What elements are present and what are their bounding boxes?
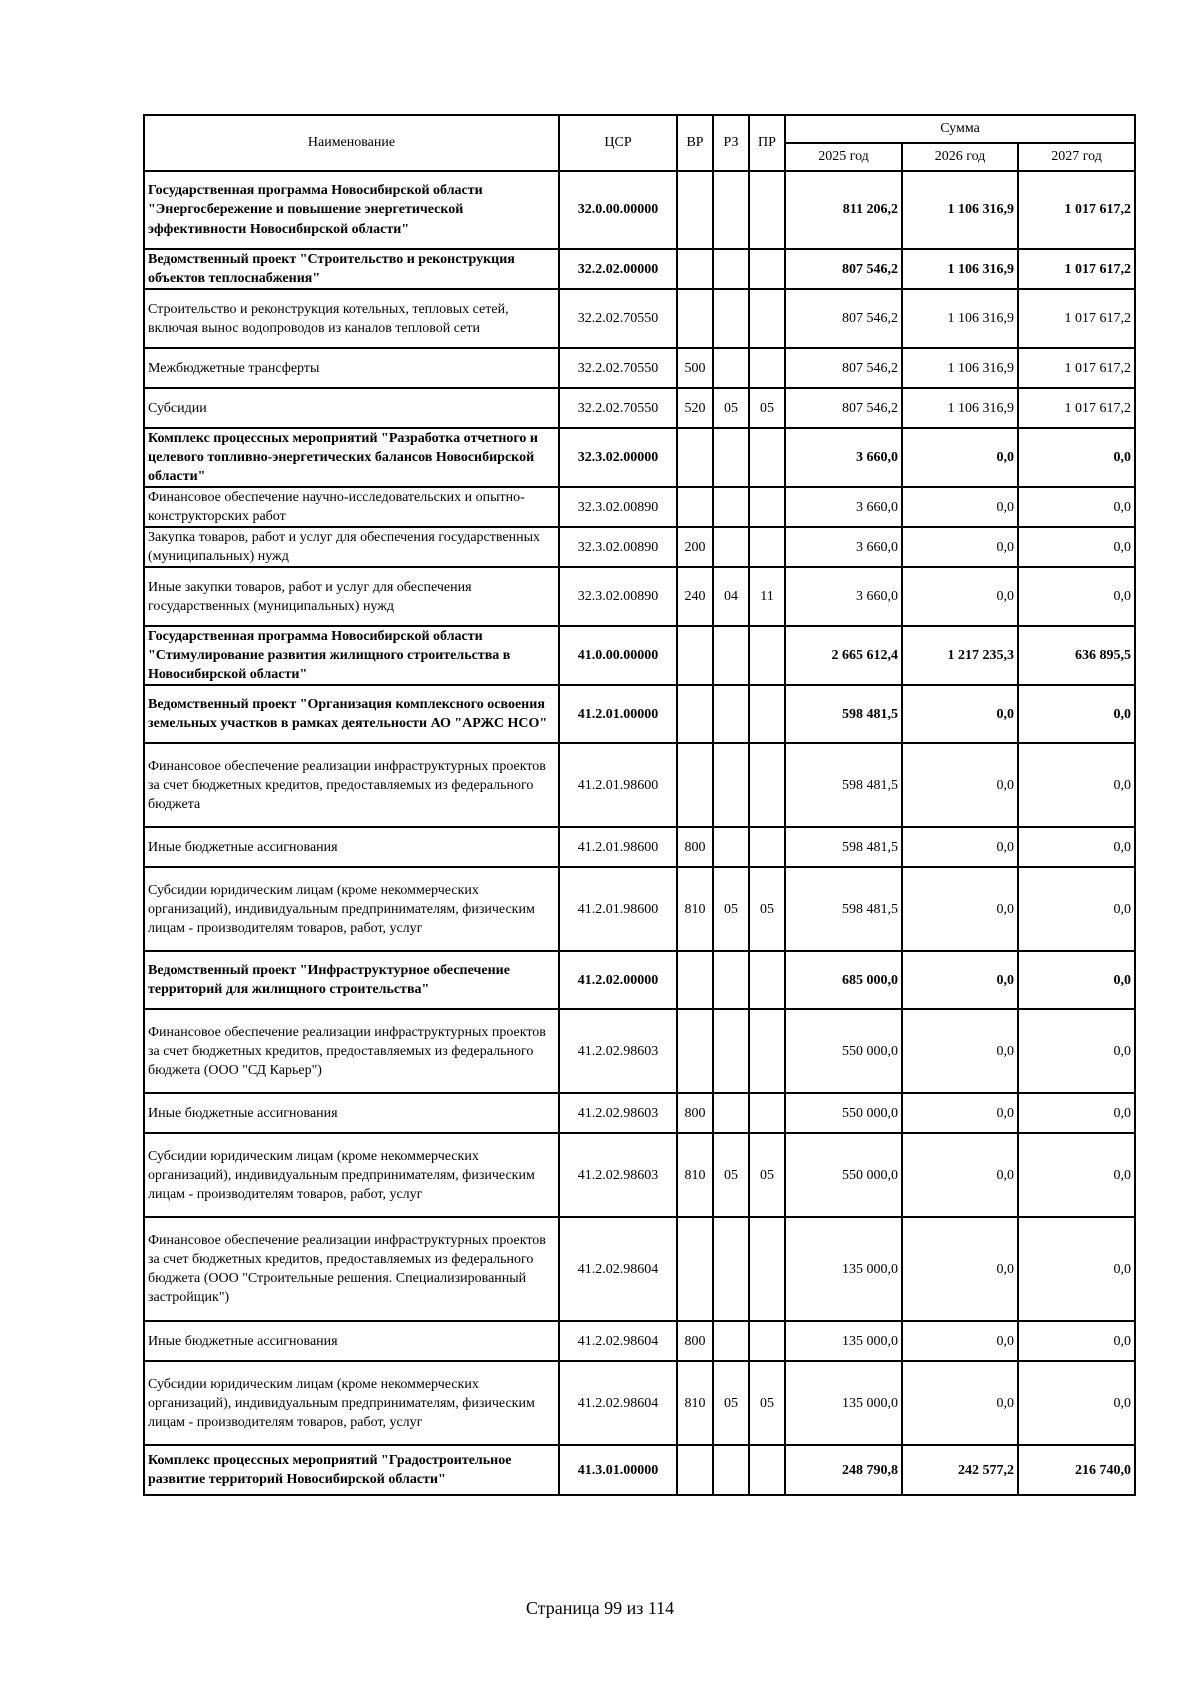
row-name-cell: Комплекс процессных мероприятий "Разработка отчетного и целевого топливно-энергетических балансов Новосибирской области" bbox=[144, 428, 559, 487]
row-rz-cell bbox=[713, 428, 749, 487]
row-sum-2027-cell: 0,0 bbox=[1018, 1093, 1135, 1133]
table-row bbox=[144, 1361, 1135, 1445]
row-rz-cell bbox=[713, 289, 749, 348]
row-sum-2027-cell: 0,0 bbox=[1018, 951, 1135, 1009]
header-year-2025: 2025 год bbox=[785, 143, 902, 171]
table-row bbox=[144, 567, 1135, 626]
table-row bbox=[144, 685, 1135, 743]
table-row bbox=[144, 1321, 1135, 1361]
table-row bbox=[144, 487, 1135, 527]
row-sum-2026-cell: 0,0 bbox=[902, 951, 1018, 1009]
row-rz-cell: 05 bbox=[713, 867, 749, 951]
header-rz: РЗ bbox=[713, 115, 749, 171]
row-name-cell: Иные бюджетные ассигнования bbox=[144, 827, 559, 867]
row-rz-cell bbox=[713, 743, 749, 827]
row-rz-cell bbox=[713, 1009, 749, 1093]
row-rz-cell bbox=[713, 827, 749, 867]
row-sum-2027-cell: 0,0 bbox=[1018, 1133, 1135, 1217]
row-sum-2026-cell: 1 106 316,9 bbox=[902, 289, 1018, 348]
row-name-cell: Субсидии юридическим лицам (кроме некоммерческих организаций), индивидуальным предпринимателям, физическим лицам - производителям товаров, работ, услуг bbox=[144, 1133, 559, 1217]
row-sum-2027-cell: 0,0 bbox=[1018, 487, 1135, 527]
row-sum-2026-cell: 0,0 bbox=[902, 1133, 1018, 1217]
row-sum-2027-cell: 1 017 617,2 bbox=[1018, 348, 1135, 388]
table-row bbox=[144, 171, 1135, 249]
row-sum-2027-cell: 0,0 bbox=[1018, 1217, 1135, 1321]
table-row bbox=[144, 249, 1135, 289]
row-vr-cell: 810 bbox=[677, 1361, 713, 1445]
row-sum-2026-cell: 0,0 bbox=[902, 567, 1018, 626]
budget-table bbox=[143, 114, 1136, 1496]
row-sum-2025-cell: 807 546,2 bbox=[785, 388, 902, 428]
row-name-cell: Финансовое обеспечение реализации инфраструктурных проектов за счет бюджетных кредитов, предоставляемых из федерального бюджета (ООО "СД Карьер") bbox=[144, 1009, 559, 1093]
row-rz-cell bbox=[713, 685, 749, 743]
table-row bbox=[144, 626, 1135, 685]
row-pr-cell bbox=[749, 487, 785, 527]
row-vr-cell bbox=[677, 171, 713, 249]
row-name-cell: Строительство и реконструкция котельных, тепловых сетей, включая вынос водопроводов из каналов тепловой сети bbox=[144, 289, 559, 348]
row-sum-2027-cell: 0,0 bbox=[1018, 1321, 1135, 1361]
row-name-cell: Ведомственный проект "Строительство и реконструкция объектов теплоснабжения" bbox=[144, 249, 559, 289]
table-row bbox=[144, 1445, 1135, 1495]
row-sum-2026-cell: 242 577,2 bbox=[902, 1445, 1018, 1495]
row-pr-cell: 05 bbox=[749, 1133, 785, 1217]
row-pr-cell bbox=[749, 249, 785, 289]
row-vr-cell bbox=[677, 626, 713, 685]
row-vr-cell bbox=[677, 289, 713, 348]
row-csr-cell: 41.2.02.98603 bbox=[559, 1093, 677, 1133]
row-csr-cell: 32.3.02.00000 bbox=[559, 428, 677, 487]
row-sum-2026-cell: 0,0 bbox=[902, 1093, 1018, 1133]
row-vr-cell: 810 bbox=[677, 1133, 713, 1217]
row-pr-cell bbox=[749, 1217, 785, 1321]
row-sum-2027-cell: 0,0 bbox=[1018, 827, 1135, 867]
row-name-cell: Ведомственный проект "Инфраструктурное обеспечение территорий для жилищного строительства" bbox=[144, 951, 559, 1009]
row-sum-2026-cell: 0,0 bbox=[902, 867, 1018, 951]
row-vr-cell bbox=[677, 743, 713, 827]
row-csr-cell: 41.2.02.98603 bbox=[559, 1133, 677, 1217]
row-rz-cell bbox=[713, 626, 749, 685]
row-sum-2026-cell: 0,0 bbox=[902, 1217, 1018, 1321]
row-sum-2027-cell: 1 017 617,2 bbox=[1018, 289, 1135, 348]
row-rz-cell bbox=[713, 1217, 749, 1321]
row-pr-cell: 05 bbox=[749, 388, 785, 428]
row-csr-cell: 41.2.01.98600 bbox=[559, 827, 677, 867]
row-csr-cell: 41.2.01.00000 bbox=[559, 685, 677, 743]
row-sum-2025-cell: 550 000,0 bbox=[785, 1133, 902, 1217]
row-sum-2026-cell: 1 106 316,9 bbox=[902, 249, 1018, 289]
row-sum-2025-cell: 598 481,5 bbox=[785, 685, 902, 743]
row-rz-cell: 05 bbox=[713, 1133, 749, 1217]
table-row bbox=[144, 1217, 1135, 1321]
row-sum-2025-cell: 3 660,0 bbox=[785, 567, 902, 626]
row-name-cell: Иные бюджетные ассигнования bbox=[144, 1321, 559, 1361]
row-vr-cell: 810 bbox=[677, 867, 713, 951]
table-row bbox=[144, 827, 1135, 867]
row-sum-2026-cell: 0,0 bbox=[902, 1321, 1018, 1361]
row-name-cell: Финансовое обеспечение научно-исследовательских и опытно-конструкторских работ bbox=[144, 487, 559, 527]
row-csr-cell: 32.3.02.00890 bbox=[559, 567, 677, 626]
row-pr-cell: 05 bbox=[749, 867, 785, 951]
row-name-cell: Закупка товаров, работ и услуг для обеспечения государственных (муниципальных) нужд bbox=[144, 527, 559, 567]
row-pr-cell bbox=[749, 951, 785, 1009]
row-name-cell: Субсидии юридическим лицам (кроме некоммерческих организаций), индивидуальным предпринимателям, физическим лицам - производителям товаров, работ, услуг bbox=[144, 1361, 559, 1445]
row-sum-2026-cell: 1 106 316,9 bbox=[902, 388, 1018, 428]
table-row bbox=[144, 743, 1135, 827]
table-row bbox=[144, 951, 1135, 1009]
row-csr-cell: 32.2.02.00000 bbox=[559, 249, 677, 289]
row-sum-2027-cell: 1 017 617,2 bbox=[1018, 388, 1135, 428]
row-rz-cell bbox=[713, 171, 749, 249]
table-row bbox=[144, 348, 1135, 388]
table-row bbox=[144, 1133, 1135, 1217]
table-row bbox=[144, 428, 1135, 487]
row-pr-cell bbox=[749, 171, 785, 249]
header-year-2027: 2027 год bbox=[1018, 143, 1135, 171]
row-name-cell: Финансовое обеспечение реализации инфраструктурных проектов за счет бюджетных кредитов, предоставляемых из федерального бюджета (ООО "Строительные решения. Специализированный застройщик") bbox=[144, 1217, 559, 1321]
row-rz-cell bbox=[713, 527, 749, 567]
row-rz-cell bbox=[713, 1093, 749, 1133]
header-name: Наименование bbox=[144, 115, 559, 171]
header-csr: ЦСР bbox=[559, 115, 677, 171]
row-sum-2025-cell: 807 546,2 bbox=[785, 249, 902, 289]
row-sum-2026-cell: 0,0 bbox=[902, 685, 1018, 743]
row-sum-2025-cell: 550 000,0 bbox=[785, 1009, 902, 1093]
row-csr-cell: 41.2.01.98600 bbox=[559, 867, 677, 951]
row-sum-2025-cell: 807 546,2 bbox=[785, 348, 902, 388]
row-sum-2026-cell: 0,0 bbox=[902, 743, 1018, 827]
row-pr-cell bbox=[749, 1445, 785, 1495]
row-rz-cell: 04 bbox=[713, 567, 749, 626]
row-pr-cell bbox=[749, 626, 785, 685]
row-csr-cell: 41.2.02.98603 bbox=[559, 1009, 677, 1093]
row-rz-cell bbox=[713, 249, 749, 289]
table-body bbox=[144, 171, 1135, 1495]
row-csr-cell: 32.3.02.00890 bbox=[559, 487, 677, 527]
row-csr-cell: 32.0.00.00000 bbox=[559, 171, 677, 249]
row-pr-cell bbox=[749, 527, 785, 567]
row-sum-2027-cell: 0,0 bbox=[1018, 428, 1135, 487]
row-name-cell: Межбюджетные трансферты bbox=[144, 348, 559, 388]
row-sum-2026-cell: 0,0 bbox=[902, 428, 1018, 487]
row-name-cell: Субсидии юридическим лицам (кроме некоммерческих организаций), индивидуальным предпринимателям, физическим лицам - производителям товаров, работ, услуг bbox=[144, 867, 559, 951]
row-csr-cell: 32.2.02.70550 bbox=[559, 289, 677, 348]
row-vr-cell: 800 bbox=[677, 827, 713, 867]
row-sum-2025-cell: 248 790,8 bbox=[785, 1445, 902, 1495]
row-pr-cell: 11 bbox=[749, 567, 785, 626]
row-rz-cell bbox=[713, 1445, 749, 1495]
row-vr-cell bbox=[677, 1009, 713, 1093]
table-row bbox=[144, 867, 1135, 951]
row-pr-cell bbox=[749, 289, 785, 348]
row-sum-2027-cell: 636 895,5 bbox=[1018, 626, 1135, 685]
row-pr-cell bbox=[749, 685, 785, 743]
table-row bbox=[144, 1009, 1135, 1093]
header-sum: Сумма bbox=[785, 115, 1135, 143]
row-sum-2025-cell: 3 660,0 bbox=[785, 527, 902, 567]
row-name-cell: Ведомственный проект "Организация комплексного освоения земельных участков в рамках деятельности АО "АРЖС НСО" bbox=[144, 685, 559, 743]
row-pr-cell bbox=[749, 743, 785, 827]
header-vr: ВР bbox=[677, 115, 713, 171]
row-vr-cell bbox=[677, 685, 713, 743]
row-pr-cell bbox=[749, 1321, 785, 1361]
row-vr-cell: 800 bbox=[677, 1093, 713, 1133]
row-sum-2025-cell: 135 000,0 bbox=[785, 1361, 902, 1445]
row-sum-2026-cell: 0,0 bbox=[902, 827, 1018, 867]
row-csr-cell: 41.2.01.98600 bbox=[559, 743, 677, 827]
row-sum-2027-cell: 0,0 bbox=[1018, 1361, 1135, 1445]
row-name-cell: Иные закупки товаров, работ и услуг для обеспечения государственных (муниципальных) нужд bbox=[144, 567, 559, 626]
row-pr-cell bbox=[749, 348, 785, 388]
row-vr-cell bbox=[677, 951, 713, 1009]
row-sum-2027-cell: 0,0 bbox=[1018, 1009, 1135, 1093]
table-row bbox=[144, 1093, 1135, 1133]
row-pr-cell bbox=[749, 1009, 785, 1093]
row-sum-2025-cell: 598 481,5 bbox=[785, 867, 902, 951]
row-sum-2025-cell: 685 000,0 bbox=[785, 951, 902, 1009]
row-vr-cell: 500 bbox=[677, 348, 713, 388]
row-vr-cell bbox=[677, 249, 713, 289]
row-csr-cell: 32.3.02.00890 bbox=[559, 527, 677, 567]
row-sum-2025-cell: 598 481,5 bbox=[785, 827, 902, 867]
row-sum-2026-cell: 0,0 bbox=[902, 1361, 1018, 1445]
row-rz-cell bbox=[713, 348, 749, 388]
row-name-cell: Финансовое обеспечение реализации инфраструктурных проектов за счет бюджетных кредитов, предоставляемых из федерального бюджета bbox=[144, 743, 559, 827]
row-sum-2025-cell: 807 546,2 bbox=[785, 289, 902, 348]
row-rz-cell: 05 bbox=[713, 1361, 749, 1445]
header-pr: ПР bbox=[749, 115, 785, 171]
row-csr-cell: 41.3.01.00000 bbox=[559, 1445, 677, 1495]
row-rz-cell bbox=[713, 951, 749, 1009]
row-name-cell: Субсидии bbox=[144, 388, 559, 428]
row-csr-cell: 32.2.02.70550 bbox=[559, 388, 677, 428]
row-sum-2027-cell: 0,0 bbox=[1018, 867, 1135, 951]
row-sum-2027-cell: 0,0 bbox=[1018, 743, 1135, 827]
row-sum-2027-cell: 1 017 617,2 bbox=[1018, 171, 1135, 249]
row-csr-cell: 41.0.00.00000 bbox=[559, 626, 677, 685]
row-sum-2025-cell: 550 000,0 bbox=[785, 1093, 902, 1133]
row-sum-2026-cell: 0,0 bbox=[902, 527, 1018, 567]
row-sum-2027-cell: 0,0 bbox=[1018, 567, 1135, 626]
row-vr-cell bbox=[677, 1217, 713, 1321]
row-csr-cell: 41.2.02.98604 bbox=[559, 1361, 677, 1445]
table-row bbox=[144, 289, 1135, 348]
row-sum-2025-cell: 3 660,0 bbox=[785, 428, 902, 487]
row-vr-cell bbox=[677, 1445, 713, 1495]
row-name-cell: Комплекс процессных мероприятий "Градостроительное развитие территорий Новосибирской области" bbox=[144, 1445, 559, 1495]
row-vr-cell: 240 bbox=[677, 567, 713, 626]
row-vr-cell: 520 bbox=[677, 388, 713, 428]
row-pr-cell: 05 bbox=[749, 1361, 785, 1445]
row-name-cell: Государственная программа Новосибирской области "Стимулирование развития жилищного строительства в Новосибирской области" bbox=[144, 626, 559, 685]
row-sum-2027-cell: 216 740,0 bbox=[1018, 1445, 1135, 1495]
row-sum-2027-cell: 0,0 bbox=[1018, 527, 1135, 567]
row-vr-cell: 200 bbox=[677, 527, 713, 567]
row-sum-2025-cell: 135 000,0 bbox=[785, 1321, 902, 1361]
row-vr-cell bbox=[677, 487, 713, 527]
row-sum-2026-cell: 1 217 235,3 bbox=[902, 626, 1018, 685]
row-sum-2025-cell: 2 665 612,4 bbox=[785, 626, 902, 685]
row-sum-2026-cell: 0,0 bbox=[902, 1009, 1018, 1093]
row-sum-2025-cell: 598 481,5 bbox=[785, 743, 902, 827]
row-sum-2025-cell: 811 206,2 bbox=[785, 171, 902, 249]
row-sum-2026-cell: 1 106 316,9 bbox=[902, 348, 1018, 388]
row-pr-cell bbox=[749, 827, 785, 867]
row-csr-cell: 41.2.02.00000 bbox=[559, 951, 677, 1009]
row-sum-2025-cell: 135 000,0 bbox=[785, 1217, 902, 1321]
table-header-row bbox=[144, 115, 1135, 143]
row-vr-cell bbox=[677, 428, 713, 487]
table-row bbox=[144, 388, 1135, 428]
row-rz-cell bbox=[713, 487, 749, 527]
row-rz-cell: 05 bbox=[713, 388, 749, 428]
row-csr-cell: 32.2.02.70550 bbox=[559, 348, 677, 388]
page-number: Страница 99 из 114 bbox=[525, 1598, 675, 1618]
row-csr-cell: 41.2.02.98604 bbox=[559, 1321, 677, 1361]
row-sum-2027-cell: 0,0 bbox=[1018, 685, 1135, 743]
row-sum-2025-cell: 3 660,0 bbox=[785, 487, 902, 527]
header-year-2026: 2026 год bbox=[902, 143, 1018, 171]
row-vr-cell: 800 bbox=[677, 1321, 713, 1361]
row-csr-cell: 41.2.02.98604 bbox=[559, 1217, 677, 1321]
row-name-cell: Государственная программа Новосибирской области "Энергосбережение и повышение энергетической эффективности Новосибирской области" bbox=[144, 171, 559, 249]
table-row bbox=[144, 527, 1135, 567]
row-rz-cell bbox=[713, 1321, 749, 1361]
row-pr-cell bbox=[749, 1093, 785, 1133]
row-sum-2026-cell: 0,0 bbox=[902, 487, 1018, 527]
row-sum-2027-cell: 1 017 617,2 bbox=[1018, 249, 1135, 289]
row-sum-2026-cell: 1 106 316,9 bbox=[902, 171, 1018, 249]
row-pr-cell bbox=[749, 428, 785, 487]
row-name-cell: Иные бюджетные ассигнования bbox=[144, 1093, 559, 1133]
